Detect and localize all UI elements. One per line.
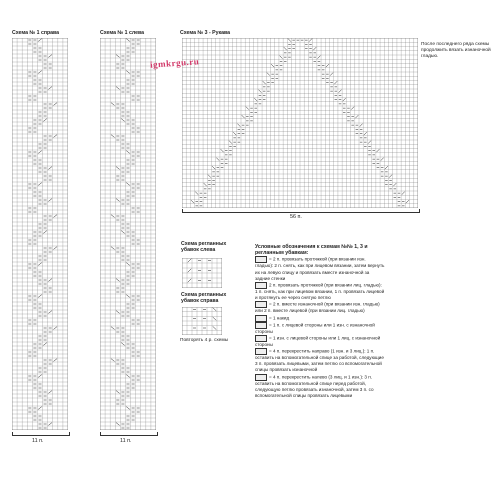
legend-text: = 1 накид <box>269 315 290 321</box>
legend-title: Условные обозначения к схемам №№ 1, 3 и регланным убавкам: <box>255 244 368 257</box>
legend-item <box>255 348 385 374</box>
legend-item <box>255 282 385 301</box>
legend-text: = 1 п. с лицевой стороны или 1 изн. с изнаночной стороны <box>255 322 375 334</box>
legend-text: = 4 п. перекрестить направо (1 изн. и 3 лиц.): 1 п. оставить на вспомогательной спице за работой, следующие 3 п. провязать лицевыми, затем петлю со вспомогательной спицы провязать изнаночной <box>255 348 384 373</box>
raglan-left-title: Схема регланных убавок слева <box>181 241 227 253</box>
legend-symbol-icon <box>255 256 267 263</box>
legend-item <box>255 335 385 348</box>
legend-symbol-icon <box>255 348 267 355</box>
legend-symbol-icon <box>255 322 267 329</box>
scheme2-width-bracket <box>100 432 158 436</box>
scheme3-chart <box>182 38 418 208</box>
legend <box>255 244 385 399</box>
scheme2-chart <box>100 38 156 430</box>
legend-item <box>255 256 385 282</box>
continuation-note: После последнего ряда схемы продолжить вязать изнаночной гладью. <box>421 42 491 59</box>
legend-symbol-icon <box>255 315 267 322</box>
legend-item <box>255 322 385 335</box>
scheme3-width-bracket <box>182 209 420 213</box>
scheme3-title: Схема № 3 - Рукава <box>180 30 230 36</box>
scheme1-width-bracket <box>12 432 70 436</box>
legend-symbol-icon <box>255 374 267 381</box>
scheme1-chart <box>12 38 68 430</box>
raglan-left-chart <box>182 258 222 288</box>
legend-item <box>255 374 385 400</box>
legend-item <box>255 301 385 314</box>
legend-item <box>255 315 385 322</box>
scheme1-title: Схема № 1 справа <box>12 30 60 36</box>
legend-text: = 2 п. вместе изнаночной (при вязании изн. гладью) или 2 п. вместе лицевой (при вязании лиц. гладью) <box>255 302 380 314</box>
site-watermark: igmkrgu.ru <box>149 56 200 70</box>
raglan-right-title: Схема регланных убавок справа <box>181 292 227 304</box>
legend-text: = 2 п. провязать протяжкой (при вязании изн. гладью): 2 п. снять, как при лицевом вязании, затем вернуть их на левую спицу и провязать вместе изнаночной за задние стенки <box>255 257 385 281</box>
legend-symbol-icon <box>255 335 267 342</box>
legend-text: = 4 п. перекрестить налево (3 лиц. и 1 изн.): 3 п. оставить на вспомогательной спице перед работой, следующую петлю провязать изнаночной, затем 3 п. со вспомогательной спицы провязать лицевыми <box>255 374 374 399</box>
raglan-repeat-label: Повторять 4 р. схемы <box>180 338 229 343</box>
scheme3-width-label: 56 п. <box>290 214 302 220</box>
scheme1-width-label: 11 п. <box>32 438 44 444</box>
legend-text: = 1 изн. с лицевой стороны или 1 лиц. с изнаночной стороны <box>255 335 381 347</box>
legend-text: 2 п. провязать протяжкой (при вязании лиц. гладью): 1 п. снять, как при лицевом вязании, 1 п. провязать лицевой и протянуть ее через снятую петлю <box>255 282 385 301</box>
scheme2-title: Схема № 1 слева <box>100 30 144 36</box>
legend-symbol-icon <box>255 282 267 289</box>
scheme2-width-label: 11 п. <box>120 438 132 444</box>
raglan-right-chart <box>182 307 222 335</box>
